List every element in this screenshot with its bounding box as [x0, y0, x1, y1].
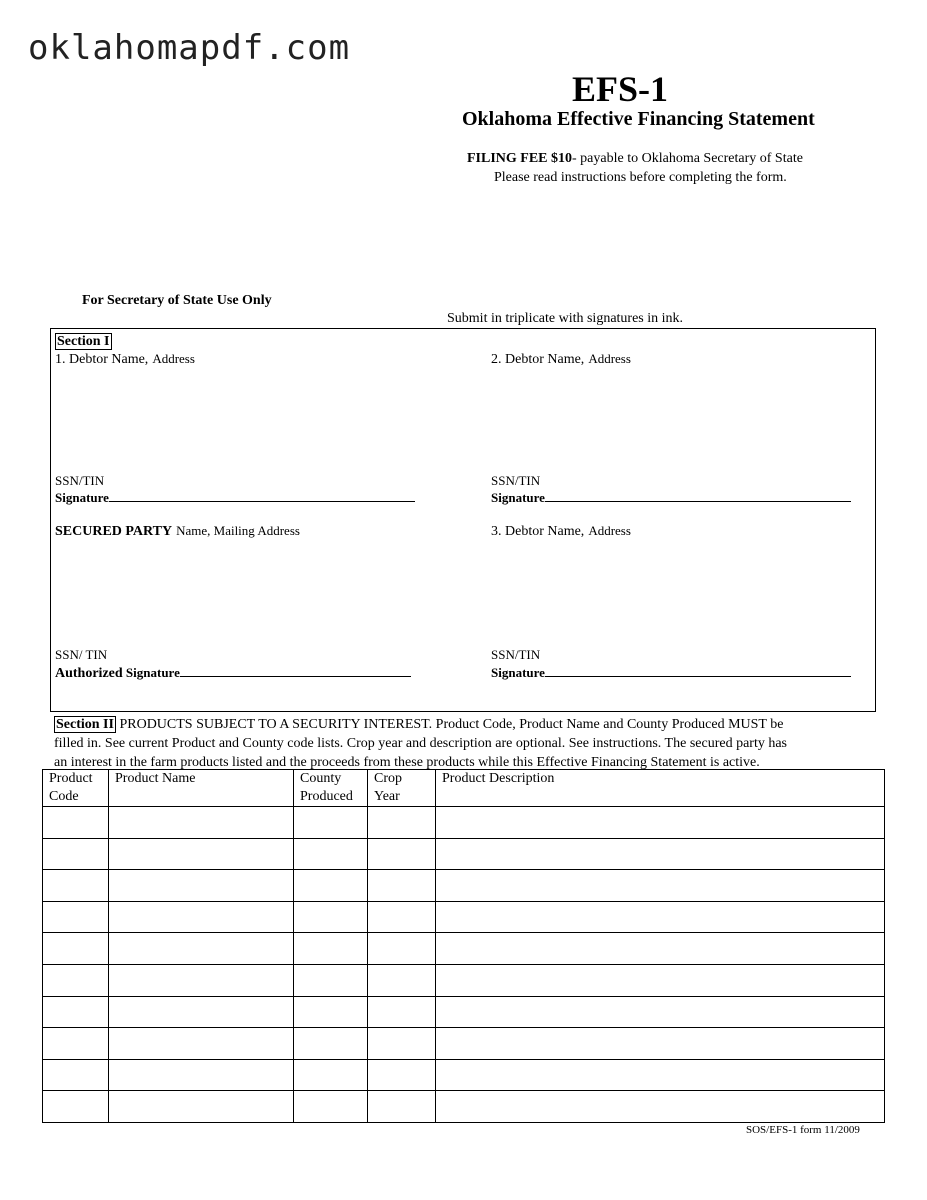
cell-product-description[interactable] [436, 1028, 885, 1060]
filing-fee-line [467, 151, 803, 167]
table-row [43, 901, 885, 933]
cell-county-produced[interactable] [294, 1091, 368, 1123]
debtor-1-sub: Address [152, 351, 195, 366]
cell-product-description[interactable] [436, 964, 885, 996]
products-header-row [43, 770, 885, 807]
form-footer: SOS/EFS-1 form 11/2009 [746, 1124, 860, 1136]
cell-county-produced[interactable] [294, 838, 368, 870]
table-row [43, 838, 885, 870]
debtor-1-sig-line[interactable] [109, 489, 415, 502]
table-row [43, 1028, 885, 1060]
debtor-2-field[interactable] [491, 350, 631, 368]
debtor-3-sig-line[interactable] [545, 664, 851, 677]
cell-county-produced[interactable] [294, 996, 368, 1028]
table-row [43, 807, 885, 839]
section-2-line-1: PRODUCTS SUBJECT TO A SECURITY INTEREST. Product Code, Product Name and County Produced MUST be [119, 717, 784, 732]
cell-product-description[interactable] [436, 838, 885, 870]
cell-product-name[interactable] [109, 1059, 294, 1091]
debtor-1-ssn[interactable]: SSN/TIN [55, 473, 105, 488]
col-header-product-description: Product Description [436, 770, 885, 807]
col-header-crop-year: Crop Year [368, 770, 436, 807]
debtor-1-signature[interactable] [55, 489, 415, 506]
debtor-3-field[interactable] [491, 522, 631, 540]
secured-party-ssn[interactable]: SSN/ TIN [55, 647, 108, 662]
cell-product-name[interactable] [109, 901, 294, 933]
secured-party-sig-label: Signature [125, 665, 180, 680]
cell-county-produced[interactable] [294, 807, 368, 839]
cell-product-name[interactable] [109, 996, 294, 1028]
section-1-label: Section I [57, 334, 110, 349]
cell-product-code[interactable] [43, 870, 109, 902]
secured-party-signature[interactable] [55, 664, 411, 682]
col-header-product-code: Product Code [43, 770, 109, 807]
cell-county-produced[interactable] [294, 1059, 368, 1091]
secured-party-sub: Name, Mailing Address [176, 523, 300, 538]
cell-crop-year[interactable] [368, 1059, 436, 1091]
cell-product-code[interactable] [43, 996, 109, 1028]
filing-fee-label: FILING FEE $10 [467, 151, 573, 166]
cell-product-description[interactable] [436, 870, 885, 902]
cell-product-code[interactable] [43, 1028, 109, 1060]
debtor-1-sig-label: Signature [55, 490, 109, 505]
cell-product-description[interactable] [436, 933, 885, 965]
section-1-box [50, 328, 876, 712]
debtor-2-sig-line[interactable] [545, 489, 851, 502]
table-row [43, 1059, 885, 1091]
table-row [43, 870, 885, 902]
cell-product-code[interactable] [43, 1091, 109, 1123]
authorized-label: Authorized [55, 666, 123, 681]
filing-fee-text: - payable to Oklahoma Secretary of State [572, 151, 803, 166]
instructions-note: Please read instructions before completing the form. [494, 170, 787, 185]
col-header-product-name: Product Name [109, 770, 294, 807]
cell-crop-year[interactable] [368, 964, 436, 996]
col-header-county-produced: County Produced [294, 770, 368, 807]
products-table [42, 769, 885, 1123]
cell-crop-year[interactable] [368, 1091, 436, 1123]
debtor-3-ssn[interactable]: SSN/TIN [491, 647, 541, 662]
section-2-line-3: an interest in the farm products listed and the proceeds from these products while this Effective Financing Statement is active. [54, 755, 760, 770]
cell-county-produced[interactable] [294, 933, 368, 965]
form-title: Oklahoma Effective Financing Statement [462, 108, 815, 130]
table-row [43, 1091, 885, 1123]
debtor-2-signature[interactable] [491, 489, 851, 506]
table-row [43, 996, 885, 1028]
cell-product-name[interactable] [109, 1028, 294, 1060]
cell-product-code[interactable] [43, 807, 109, 839]
debtor-3-sig-label: Signature [491, 665, 545, 680]
cell-product-description[interactable] [436, 1091, 885, 1123]
cell-crop-year[interactable] [368, 870, 436, 902]
cell-crop-year[interactable] [368, 838, 436, 870]
cell-product-description[interactable] [436, 807, 885, 839]
cell-product-description[interactable] [436, 996, 885, 1028]
cell-county-produced[interactable] [294, 870, 368, 902]
debtor-1-field[interactable] [55, 350, 195, 368]
cell-product-name[interactable] [109, 964, 294, 996]
cell-product-description[interactable] [436, 901, 885, 933]
debtor-3-signature[interactable] [491, 664, 851, 681]
secured-party-sig-line[interactable] [180, 664, 411, 677]
section-2-intro [54, 715, 874, 772]
debtor-2-sub: Address [588, 351, 631, 366]
cell-product-code[interactable] [43, 838, 109, 870]
secured-party-title: SECURED PARTY [55, 524, 173, 539]
cell-crop-year[interactable] [368, 933, 436, 965]
cell-product-description[interactable] [436, 1059, 885, 1091]
form-id: EFS-1 [572, 69, 669, 109]
cell-crop-year[interactable] [368, 901, 436, 933]
cell-product-code[interactable] [43, 933, 109, 965]
watermark: oklahomapdf.com [28, 28, 351, 68]
section-2-line-2: filled in. See current Product and County code lists. Crop year and description are optional. See instructions. The secured party has [54, 736, 787, 751]
cell-county-produced[interactable] [294, 964, 368, 996]
debtor-3-title: 3. Debtor Name, [491, 524, 585, 539]
submit-note: Submit in triplicate with signatures in ink. [447, 311, 684, 326]
cell-product-name[interactable] [109, 807, 294, 839]
debtor-2-sig-label: Signature [491, 490, 545, 505]
cell-product-code[interactable] [43, 1059, 109, 1091]
cell-product-code[interactable] [43, 964, 109, 996]
section-2-label: Section II [56, 717, 114, 732]
debtor-2-ssn[interactable]: SSN/TIN [491, 473, 541, 488]
cell-product-code[interactable] [43, 901, 109, 933]
secured-party-field[interactable] [55, 522, 300, 540]
cell-product-name[interactable] [109, 1091, 294, 1123]
sos-use-only-label: For Secretary of State Use Only [82, 293, 272, 308]
cell-crop-year[interactable] [368, 996, 436, 1028]
cell-crop-year[interactable] [368, 807, 436, 839]
debtor-1-title: 1. Debtor Name, [55, 352, 149, 367]
cell-product-name[interactable] [109, 933, 294, 965]
debtor-3-sub: Address [588, 523, 631, 538]
cell-county-produced[interactable] [294, 901, 368, 933]
cell-county-produced[interactable] [294, 1028, 368, 1060]
cell-product-name[interactable] [109, 838, 294, 870]
table-row [43, 933, 885, 965]
table-row [43, 964, 885, 996]
cell-crop-year[interactable] [368, 1028, 436, 1060]
debtor-2-title: 2. Debtor Name, [491, 352, 585, 367]
cell-product-name[interactable] [109, 870, 294, 902]
